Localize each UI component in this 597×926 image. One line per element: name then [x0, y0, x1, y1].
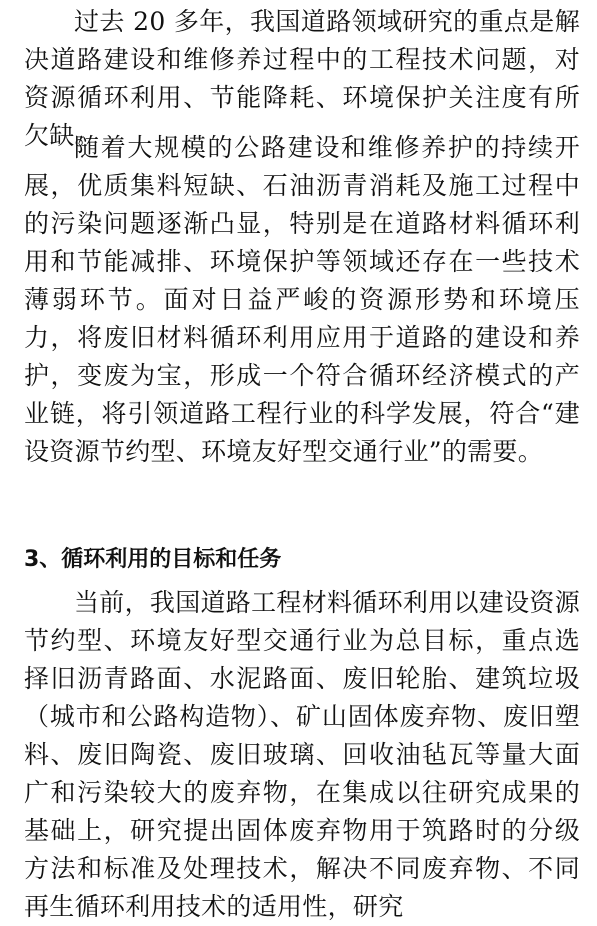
paragraph-development: 随着大规模的公路建设和维修养护的持续开展，优质集料短缺、石油沥青消耗及施工过程中的污染问题逐渐凸显，特别是在道路材料循环利用和节能减排、环境保护等领域还存在一些技术薄弱环节。面对日益严峻的资源形势和环境压力，将废旧材料循环利用应用于道路的建设和养护，变废为宝，形成一个符合循环经济模式的产业链，将引领道路工程行业的科学发展，符合“建设资源节约型、环境友好型交通行业”的需要。 [24, 133, 580, 466]
paragraph-background: 过去 20 多年，我国道路领域研究的重点是解决道路建设和维修养过程中的工程技术问题，对资源循环利用、节能降耗、环境保护关注度有所欠缺。 [24, 7, 580, 150]
section-heading: 3、循环利用的目标和任务 [24, 547, 282, 572]
paragraph-goals: 当前，我国道路工程材料循环利用以建设资源节约型、环境友好型交通行业为总目标，重点选择旧沥青路面、水泥路面、废旧轮胎、建筑垃圾（城市和公路构造物）、矿山固体废弃物、废旧塑料、废旧陶瓷、废旧玻璃、回收油毡瓦等量大面广和污染较大的废弃物，在集成以往研究成果的基础上，研究提出固体废弃物用于筑路时的分级方法和标准及处理技术，解决不同废弃物、不同再生循环利用技术的适用性，研究 [24, 588, 581, 921]
